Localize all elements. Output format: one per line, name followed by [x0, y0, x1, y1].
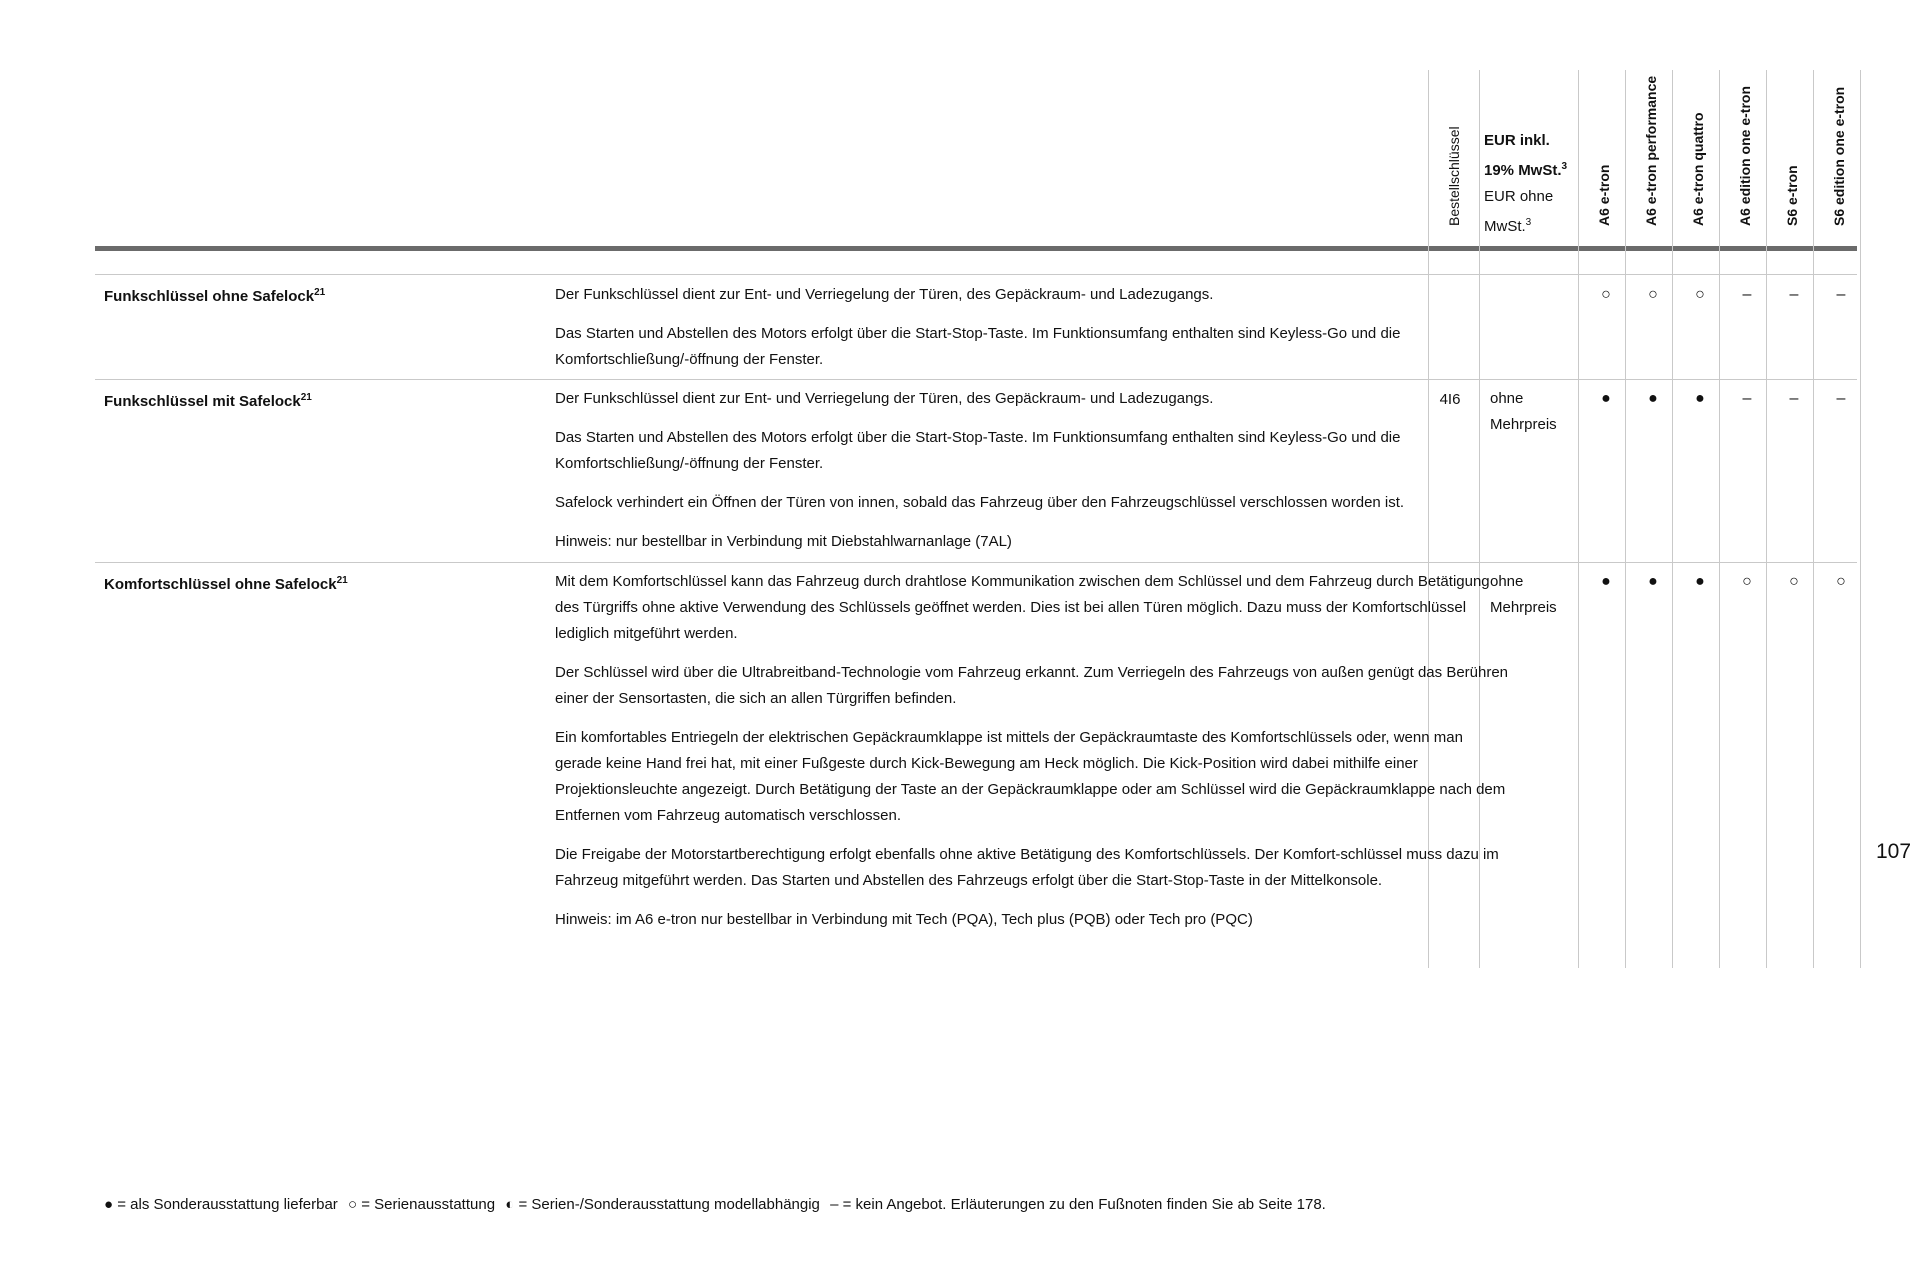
legend-model-dependent: ◐ = Serien-/Sonderausstattung modellabhängig: [505, 1196, 820, 1213]
description-paragraph: Das Starten und Abstellen des Motors erfolgt über die Start-Stop-Taste. Im Funktionsumfang enthalten sind Keyless-Go und die Komfortschließung/-öffnung der Fenster.: [555, 325, 1401, 368]
legend-none: – = kein Angebot. Erläuterungen zu den Fußnoten finden Sie ab Seite 178.: [830, 1196, 1326, 1213]
availability-mark: ○: [1601, 286, 1611, 303]
model-header-a6-etron: [1580, 70, 1626, 242]
feature-name: Komfortschlüssel ohne Safelock$^{21}$: [104, 575, 348, 593]
availability-mark: ○: [1648, 286, 1658, 303]
model-header-a6-etron-performance: [1627, 70, 1673, 242]
description-paragraph: Hinweis: im A6 e-tron nur bestellbar in Verbindung mit Tech (PQA), Tech plus (PQB) oder Tech pro (PQC): [555, 911, 1253, 928]
model-label: A6 e-tron performance: [1643, 75, 1659, 226]
description-paragraph: Der Funkschlüssel dient zur Ent- und Verriegelung der Türen, des Gepäckraum- und Ladezugangs.: [555, 286, 1214, 303]
table-row: [95, 380, 1857, 562]
description-paragraph: Der Funkschlüssel dient zur Ent- und Verriegelung der Türen, des Gepäckraum- und Ladezugangs.: [555, 390, 1214, 407]
availability-mark: –: [1836, 390, 1846, 407]
description-paragraph: Hinweis: nur bestellbar in Verbindung mit Diebstahlwarnanlage (7AL): [555, 533, 1012, 550]
description-paragraph: Das Starten und Abstellen des Motors erfolgt über die Start-Stop-Taste. Im Funktionsumfang enthalten sind Keyless-Go und die Komfortschließung/-öffnung der Fenster.: [555, 429, 1401, 472]
availability-mark: ○: [1836, 573, 1846, 590]
column-divider: [1860, 70, 1861, 968]
price-excl-label: EUR ohne: [1484, 188, 1554, 205]
availability-mark: –: [1789, 286, 1799, 303]
description-paragraph: Mit dem Komfortschlüssel kann das Fahrzeug durch drahtlose Kommunikation zwischen dem Schlüssel und dem Fahrzeug durch Betätigung des Türgriffs ohne aktive Verwendung des Schlüssels geöffnet werden. Dies ist bei allen Türen möglich. Dazu muss der Komfortschlüssel lediglich mitgeführt werden.: [555, 573, 1490, 642]
availability-mark: ○: [1695, 286, 1705, 303]
availability-mark: –: [1742, 390, 1752, 407]
feature-description: [555, 569, 1510, 946]
legend-optional: ● = als Sonderausstattung lieferbar: [104, 1196, 338, 1213]
description-paragraph: Safelock verhindert ein Öffnen der Türen von innen, sobald das Fahrzeug über den Fahrzeugschlüssel verschlossen worden ist.: [555, 494, 1405, 511]
model-label: A6 e-tron: [1596, 164, 1612, 226]
page-number: 107: [1876, 840, 1912, 863]
legend-standard: ○ = Serienausstattung: [347, 1196, 496, 1213]
description-paragraph: Der Schlüssel wird über die Ultrabreitband-Technologie vom Fahrzeug erkannt. Zum Verriegeln des Fahrzeugs von außen genügt das Berühren einer der Sensortasten, die sich an allen Türgriffen befinden.: [555, 664, 1509, 707]
model-header-s6-edition-one-etron: [1815, 70, 1861, 242]
header-divider: [95, 246, 1857, 251]
price-value: ohne Mehrpreis: [1490, 573, 1557, 616]
feature-name: Funkschlüssel mit Safelock$^{21}$: [104, 392, 312, 410]
availability-mark: –: [1742, 286, 1752, 303]
availability-mark: ●: [1601, 390, 1611, 407]
price-header: [1484, 128, 1579, 240]
availability-mark: ○: [1789, 573, 1799, 590]
table-row: [95, 275, 1857, 379]
description-paragraph: Ein komfortables Entriegeln der elektrischen Gepäckraumklappe ist mittels der Gepäckraumtaste des Komfortschlüssels oder, wenn man gerade keine Hand frei hat, mit einer Fußgeste durch Kick-Bewegung am Heck möglich. Die Kick-Position wird dabei mithilfe einer Projektionsleuchte angezeigt. Durch Betätigung der Taste an der Gepäckraumklappe oder am Schlüssel wird die Gepäckraumklappe nach dem Entfernen vom Fahrzeug automatisch verschlossen.: [555, 729, 1506, 824]
model-header-a6-etron-quattro: [1674, 70, 1720, 242]
feature-name: Funkschlüssel ohne Safelock$^{21}$: [104, 287, 326, 305]
model-label: A6 e-tron quattro: [1690, 112, 1706, 226]
price-incl-label: EUR inkl.: [1484, 132, 1550, 149]
order-key-label: Bestellschlüssel: [1446, 126, 1462, 226]
model-label: S6 edition one e-tron: [1831, 86, 1847, 226]
order-code: 4I6: [1439, 391, 1461, 408]
availability-mark: –: [1836, 286, 1846, 303]
price-incl-vat: 19% MwSt.$^3$: [1484, 161, 1568, 179]
model-header-a6-edition-one-etron: [1721, 70, 1767, 242]
availability-mark: ●: [1695, 390, 1705, 407]
feature-description: [555, 386, 1510, 568]
availability-mark: ●: [1601, 573, 1611, 590]
price-value: ohne Mehrpreis: [1490, 390, 1557, 433]
availability-mark: ●: [1695, 573, 1705, 590]
legend: [104, 1196, 1332, 1213]
model-header-s6-etron: [1768, 70, 1814, 242]
price-excl-vat: MwSt.$^3$: [1484, 217, 1532, 235]
availability-mark: ●: [1648, 573, 1658, 590]
model-label: S6 e-tron: [1784, 165, 1800, 226]
model-label: A6 edition one e-tron: [1737, 86, 1753, 226]
feature-description: [555, 282, 1510, 386]
availability-mark: –: [1789, 390, 1799, 407]
availability-mark: ○: [1742, 573, 1752, 590]
availability-mark: ●: [1648, 390, 1658, 407]
order-key-header: [1428, 70, 1478, 242]
table-row: [95, 563, 1857, 968]
description-paragraph: Die Freigabe der Motorstartberechtigung erfolgt ebenfalls ohne aktive Betätigung des Komfortschlüssels. Der Komfort-schlüssel muss dazu im Fahrzeug mitgeführt werden. Das Starten und Abstellen des Fahrzeugs erfolgt über die Start-Stop-Taste in der Mittelkonsole.: [555, 846, 1499, 889]
